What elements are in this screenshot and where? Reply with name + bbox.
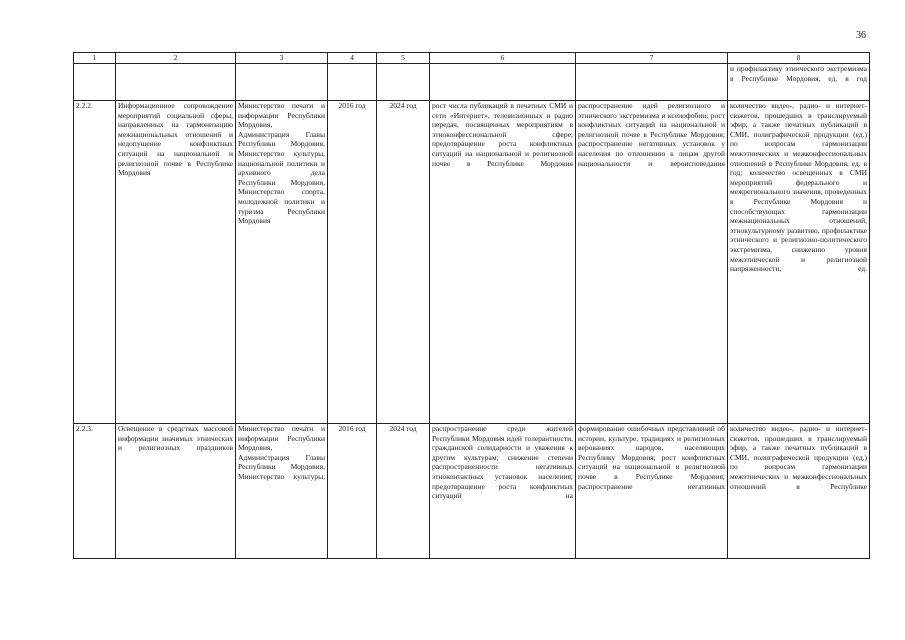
header-cell-3: 3 [236,53,328,64]
cont-cell-7 [576,64,728,101]
table-row [74,101,870,424]
executors: Министерство печати и информации Республики Мордовия, Администрация Главы Республики Мордовия, Министерство культуры, национальной политики и архивного дела Республики Мордовия, Министерство спорта, молодежной политики и туризма Республики Мордовия [236,101,328,424]
indicators: количество видео-, радио- и интернет-сюжетов, прошедших в транслируемый эфир, а также печатных публикаций в СМИ, полиграфической продукции (ед.) по вопросам гармонизации межэтнических и межконфессиональных отношений в Республике [728,424,870,559]
cont-cell-3 [236,64,328,101]
indicators: количество видео-, радио- и интернет-сюжетов, прошедших в транслируемый эфир, а также печатных публикаций в СМИ, полиграфической продукции (ед.) по вопросам гармонизации межэтнических и межконфессиональных отношений в Республике Мордовия, ед. в год; количество освещенных в СМИ мероприятий федерального и межрегионального значения, проведенных в Республике Мордовия и способствующих гармонизации межнациональных отношений, этнокультурному развитию, профилактике этнического и религиозно-политического экстремизма, снижению уровня межэтнической и религиозной напряженности, ед. [728,101,870,424]
table-row [74,424,870,559]
header-cell-8: 8 [728,53,870,64]
page-number: 36 [856,30,866,41]
consequences: распространение идей религиозного и этнического экстремизма и ксенофобии; рост конфликтных ситуаций на национальной и религиозной почве в Республике Мордовия; распространение негативных установок у населения по отношению к лицам другой национальности и вероисповедания [576,101,728,424]
header-cell-6: 6 [430,53,576,64]
header-cell-5: 5 [377,53,430,64]
consequences: формирование ошибочных представлений об истории, культуре, традициях и религиозных верованиях народов, населяющих Республику Мордовия; рост конфликтных ситуаций на национальной и религиозной почве в Республике Мордовия; распространение негативных [576,424,728,559]
measure-name: Информационное сопровождение мероприятий социальной сферы, направленных на гармонизацию межнациональных отношений и недопущение конфликтных ситуаций на национальной и религиозной почве в Республике Мордовия [116,101,236,424]
row-number: 2.2.2. [74,101,116,424]
expected-result: рост числа публикаций в печатных СМИ и сети «Интернет», телевизионных и радио передач, посвященных мероприятиям в этноконфессиональной сфере; предотвращение роста конфликтных ситуаций на национальной и религиозной почве в Республике Мордовия [430,101,576,424]
measure-name: Освещение в средствах массовой информации значимых этнических и религиозных праздников [116,424,236,559]
header-cell-1: 1 [74,53,116,64]
executors: Министерство печати и информации Республики Мордовия, Администрация Главы Республики Мордовия, Министерство культуры, [236,424,328,559]
header-cell-2: 2 [116,53,236,64]
program-table [73,52,870,559]
continuation-row [74,64,870,101]
cont-cell-5 [377,64,430,101]
start-year: 2016 год [328,424,377,559]
cont-cell-2 [116,64,236,101]
header-row [74,53,870,64]
cont-cell-4 [328,64,377,101]
cont-cell-8: и профилактику этнического экстремизма в Республике Мордовия, ед. в год [728,64,870,101]
row-number: 2.2.3. [74,424,116,559]
cont-cell-6 [430,64,576,101]
end-year: 2024 год [377,424,430,559]
end-year: 2024 год [377,101,430,424]
start-year: 2016 год [328,101,377,424]
header-cell-7: 7 [576,53,728,64]
header-cell-4: 4 [328,53,377,64]
expected-result: распространение среди жителей Республики Мордовия идей толерантности, гражданской солидарности и уважения к другим культурам; снижение степени распространенности негативных этноконтактных установок населения; предотвращение роста конфликтных ситуаций на [430,424,576,559]
cont-cell-1 [74,64,116,101]
